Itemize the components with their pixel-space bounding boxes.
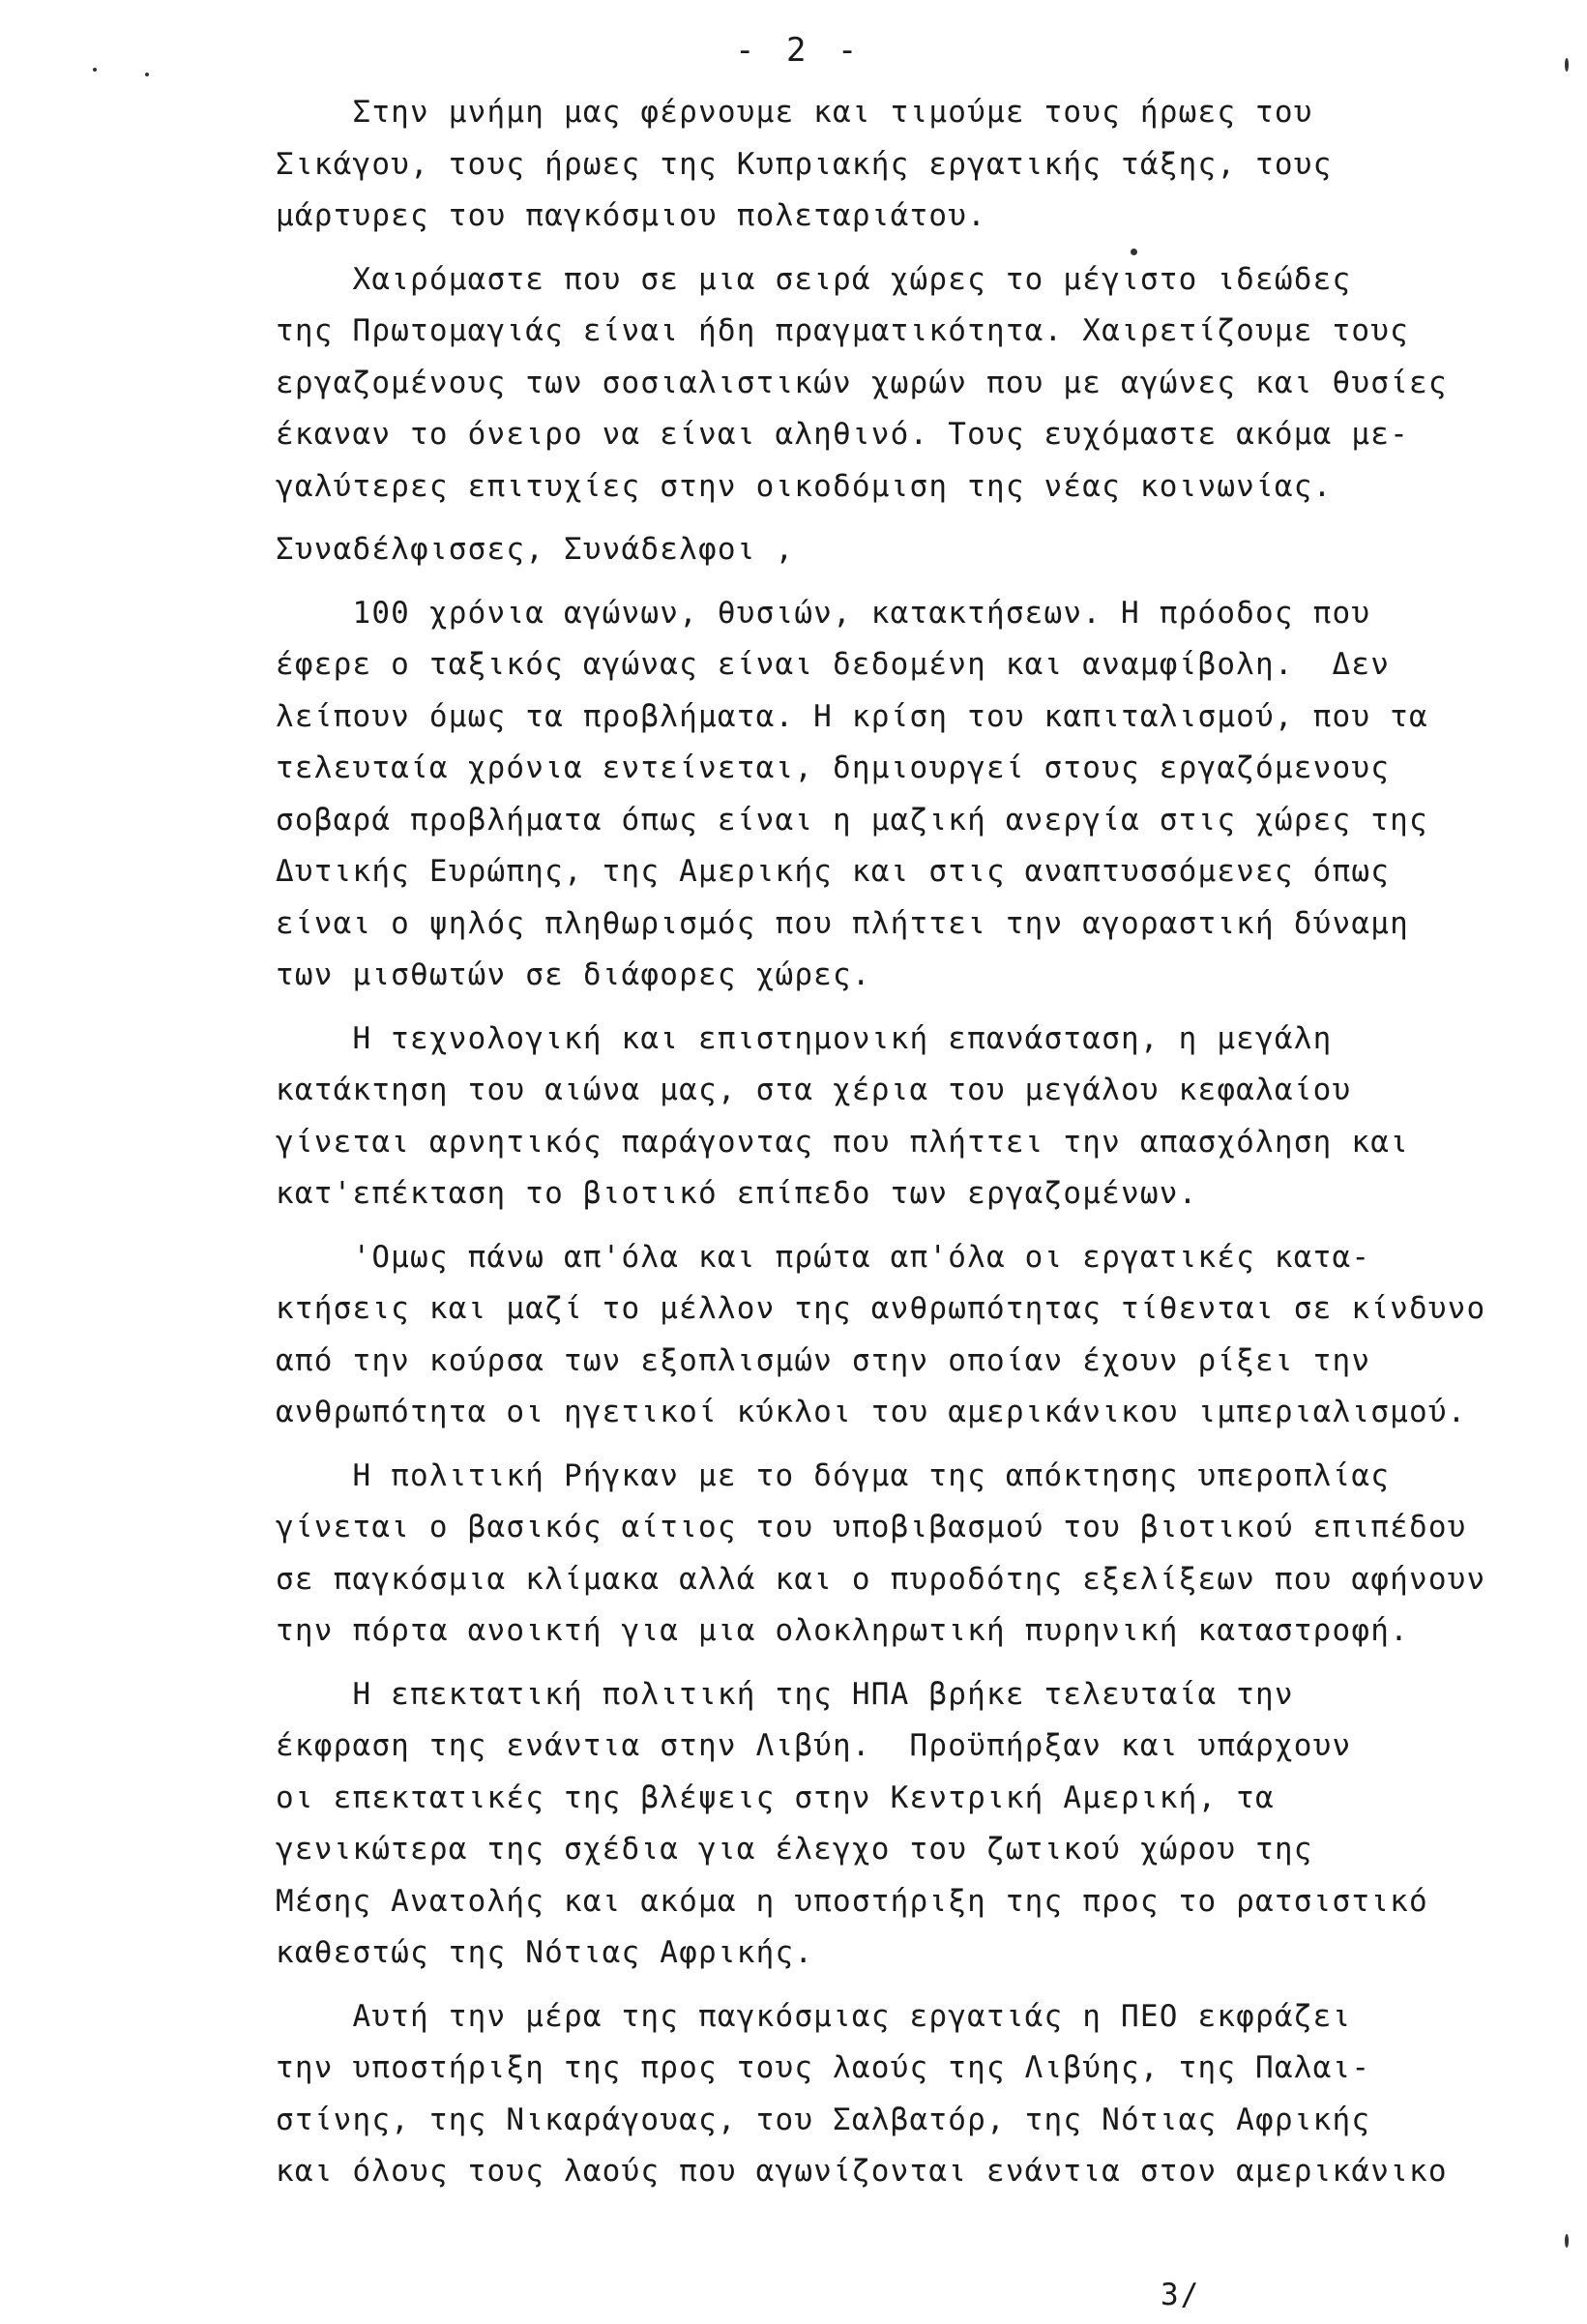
- text-line: Δυτικής Ευρώπης, της Αμερικής και στις αναπτυσσόμενες όπως: [276, 854, 1391, 889]
- paragraph-gap: [276, 1002, 1533, 1014]
- text-line: στίνης, της Νικαράγουας, του Σαλβατόρ, της Νότιας Αφρικής: [276, 2102, 1371, 2137]
- paragraph: [276, 1669, 1533, 1980]
- paragraph-gap: [276, 1439, 1533, 1451]
- scan-speck: [1565, 2234, 1569, 2248]
- body-text: [276, 87, 1533, 2198]
- text-line: την πόρτα ανοικτή για μια ολοκληρωτική πυρηνική καταστροφή.: [276, 1613, 1409, 1648]
- text-line: των μισθωτών σε διάφορες χώρες.: [276, 957, 871, 992]
- continuation-marker: 3/: [1161, 2278, 1201, 2312]
- paragraph: [276, 524, 1533, 576]
- text-line: την υποστήριξη της προς τους λαούς της Λιβύης, της Παλαι-: [276, 2050, 1371, 2085]
- text-line: είναι ο ψηλός πληθωρισμός που πλήττει την αγοραστική δύναμη: [276, 905, 1409, 941]
- text-line: γαλύτερες επιτυχίες στην οικοδόμιση της νέας κοινωνίας.: [276, 468, 1333, 504]
- text-line: μάρτυρες του παγκόσμιου πολεταριάτου.: [276, 198, 986, 233]
- text-line: τελευταία χρόνια εντείνεται, δημιουργεί στους εργαζόμενους: [276, 750, 1391, 785]
- text-line: έφερε ο ταξικός αγώνας είναι δεδομένη και αναμφίβολη. Δεν: [276, 647, 1391, 682]
- text-line: Η επεκτατική πολιτική της ΗΠΑ βρήκε τελευταία την: [276, 1676, 1294, 1712]
- text-line: εργαζομένους των σοσιαλιστικών χωρών που με αγώνες και θυσίες: [276, 365, 1448, 400]
- text-line: Μέσης Ανατολής και ακόμα η υποστήριξη της προς το ρατσιστικό: [276, 1883, 1428, 1919]
- text-line: οι επεκτατικές της βλέψεις στην Κεντρική Αμερική, τα: [276, 1780, 1275, 1815]
- paragraph: [276, 1451, 1533, 1658]
- paragraph: [276, 87, 1533, 243]
- text-line: κατ'επέκταση το βιοτικό επίπεδο των εργαζομένων.: [276, 1176, 1198, 1211]
- paragraph-gap: [276, 1658, 1533, 1669]
- text-line: 100 χρόνια αγώνων, θυσιών, κατακτήσεων. Η πρόοδος που: [276, 595, 1371, 631]
- scan-speck: [145, 73, 149, 76]
- text-line: γίνεται αρνητικός παράγοντας που πλήττει την απασχόληση και: [276, 1124, 1409, 1160]
- text-line: 'Ομως πάνω απ'όλα και πρώτα απ'όλα οι εργατικές κατα-: [276, 1239, 1371, 1275]
- paragraph-gap: [276, 243, 1533, 254]
- text-line: Χαιρόμαστε που σε μια σειρά χώρες το μέγιστο ιδεώδες: [276, 261, 1352, 297]
- paragraph-gap: [276, 1221, 1533, 1232]
- text-line: έκφραση της ενάντια στην Λιβύη. Προϋπήρξαν και υπάρχουν: [276, 1728, 1352, 1763]
- text-line: σε παγκόσμια κλίμακα αλλά και ο πυροδότης εξελίξεων που αφήνουν: [276, 1561, 1486, 1597]
- paragraph: [276, 1014, 1533, 1221]
- text-line: Αυτή την μέρα της παγκόσμιας εργατιάς η ΠΕΟ εκφράζει: [276, 1998, 1352, 2034]
- paragraph-gap: [276, 576, 1533, 588]
- paragraph-gap: [276, 1980, 1533, 1991]
- text-line: έκαναν το όνειρο να είναι αληθινό. Τους ευχόμαστε ακόμα με-: [276, 417, 1409, 452]
- text-line: Η τεχνολογική και επιστημονική επανάσταση, η μεγάλη: [276, 1020, 1333, 1056]
- text-line: κτήσεις και μαζί το μέλλον της ανθρωπότητας τίθενται σε κίνδυνο: [276, 1291, 1486, 1326]
- text-line: Η πολιτική Ρήγκαν με το δόγμα της απόκτησης υπεροπλίας: [276, 1457, 1391, 1493]
- paragraph: [276, 1232, 1533, 1439]
- paragraph: [276, 1991, 1533, 2198]
- scan-speck: [93, 68, 97, 72]
- text-line: γίνεται ο βασικός αίτιος του υποβιβασμού του βιοτικού επιπέδου: [276, 1510, 1467, 1544]
- scan-speck: [1565, 58, 1569, 72]
- scan-speck: [1131, 249, 1137, 255]
- text-line: Συναδέλφισσες, Συνάδελφοι ,: [276, 532, 795, 567]
- text-line: σοβαρά προβλήματα όπως είναι η μαζική ανεργία στις χώρες της: [276, 802, 1428, 838]
- paragraph-gap: [276, 513, 1533, 524]
- page-number: - 2 -: [735, 31, 864, 70]
- text-line: της Πρωτομαγιάς είναι ήδη πραγματικότητα. Χαιρετίζουμε τους: [276, 313, 1409, 348]
- text-line: Στην μνήμη μας φέρνουμε και τιμούμε τους ήρωες του: [276, 95, 1313, 130]
- text-line: γενικώτερα της σχέδια για έλεγχο του ζωτικού χώρου της: [276, 1832, 1313, 1867]
- text-line: καθεστώς της Νότιας Αφρικής.: [276, 1935, 814, 1970]
- text-line: κατάκτηση του αιώνα μας, στα χέρια του μεγάλου κεφαλαίου: [276, 1073, 1352, 1107]
- text-line: από την κούρσα των εξοπλισμών στην οποίαν έχουν ρίξει την: [276, 1342, 1371, 1378]
- text-line: ανθρωπότητα οι ηγετικοί κύκλοι του αμερικάνικου ιμπεριαλισμού.: [276, 1395, 1467, 1429]
- text-line: Σικάγου, τους ήρωες της Κυπριακής εργατικής τάξης, τους: [276, 146, 1333, 182]
- text-line: και όλους τους λαούς που αγωνίζονται ενάντια στον αμερικάνικο: [276, 2154, 1448, 2189]
- paragraph: [276, 254, 1533, 514]
- paragraph: [276, 588, 1533, 1002]
- text-line: λείπουν όμως τα προβλήματα. Η κρίση του καπιταλισμού, που τα: [276, 698, 1428, 734]
